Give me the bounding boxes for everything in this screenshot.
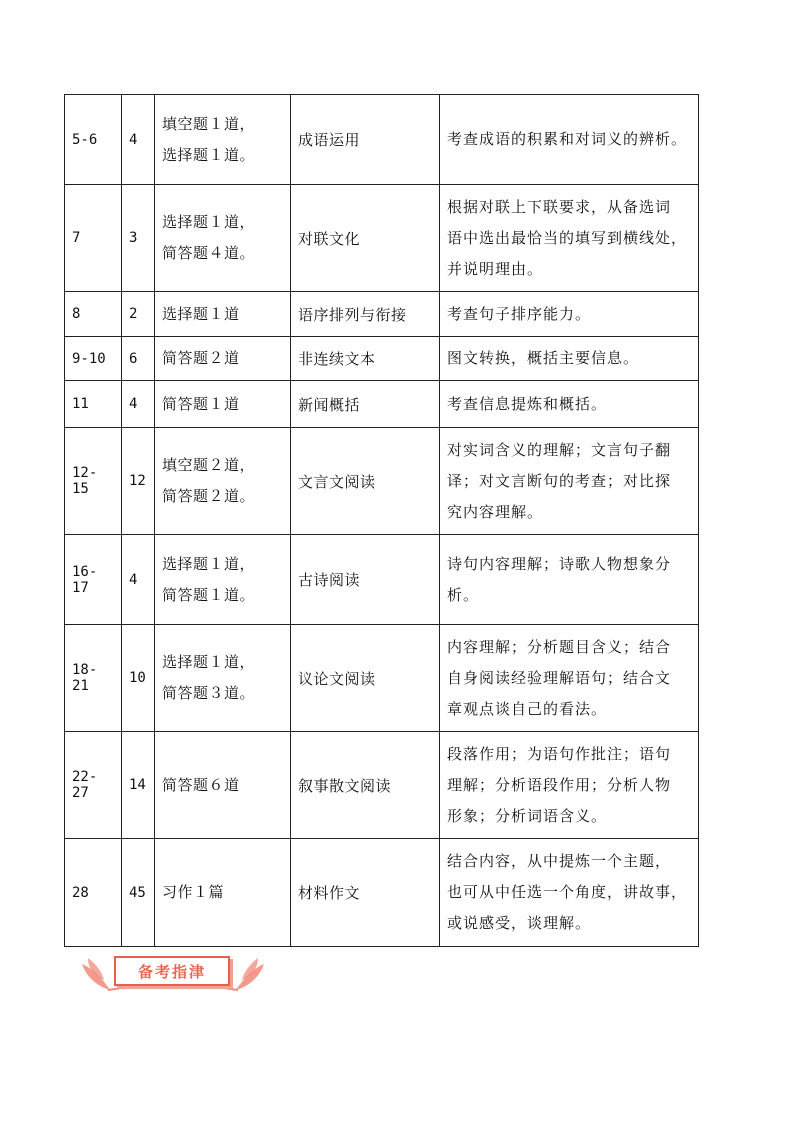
description-line: 形象；分析词语含义。 <box>447 806 608 825</box>
description-line: 考查成语的积累和对词义的辨析。 <box>447 130 688 148</box>
score-cell: 6 <box>122 337 155 381</box>
category-cell: 成语运用 <box>291 95 440 185</box>
table-row <box>65 185 699 292</box>
exam-structure-table <box>64 94 699 947</box>
section-banner <box>80 950 266 994</box>
description-cell <box>440 625 699 732</box>
question-type-line: 简答题１道。 <box>162 585 256 604</box>
table-row <box>65 428 699 535</box>
description-line: 译；对文言断句的考查；对比探 <box>447 471 672 490</box>
description-cell <box>440 535 699 625</box>
question-type-line: 习作１篇 <box>162 883 225 901</box>
table-body <box>65 95 699 947</box>
question-type-cell <box>155 337 291 381</box>
question-type-cell <box>155 839 291 947</box>
question-number-cell: 12-15 <box>65 428 122 535</box>
question-type-line: 选择题１道， <box>162 213 256 231</box>
category-cell: 语序排列与衔接 <box>291 292 440 337</box>
description-line: 语中选出最恰当的填写到横线处， <box>447 228 688 247</box>
description-line: 或说感受，谈理解。 <box>447 914 592 932</box>
description-cell <box>440 337 699 381</box>
question-type-line: 选择题１道， <box>162 653 256 671</box>
description-line: 析。 <box>447 585 480 604</box>
question-number-cell: 11 <box>65 381 122 428</box>
table-row <box>65 337 699 381</box>
question-type-line: 选择题１道。 <box>162 145 256 164</box>
question-number-cell: 8 <box>65 292 122 337</box>
question-type-cell <box>155 95 291 185</box>
category-cell: 叙事散文阅读 <box>291 732 440 839</box>
question-type-line: 简答题３道。 <box>162 684 256 702</box>
category-cell: 新闻概括 <box>291 381 440 428</box>
question-type-cell <box>155 381 291 428</box>
description-line: 内容理解；分析题目含义；结合 <box>447 637 672 656</box>
question-type-cell <box>155 625 291 732</box>
question-type-line: 选择题１道 <box>162 304 240 323</box>
question-type-line: 填空题１道， <box>162 114 256 133</box>
table-row <box>65 95 699 185</box>
score-cell: 3 <box>122 185 155 292</box>
score-cell: 12 <box>122 428 155 535</box>
score-cell: 10 <box>122 625 155 732</box>
table-row <box>65 535 699 625</box>
banner-label: 备考指津 <box>137 962 206 981</box>
question-type-line: 简答题１道 <box>162 394 240 413</box>
table-row <box>65 381 699 428</box>
question-type-cell <box>155 185 291 292</box>
category-cell: 非连续文本 <box>291 337 440 381</box>
question-number-cell: 16-17 <box>65 535 122 625</box>
description-line: 自身阅读经验理解语句；结合文 <box>447 668 672 687</box>
score-cell: 4 <box>122 535 155 625</box>
table-row <box>65 839 699 947</box>
question-type-cell <box>155 732 291 839</box>
question-number-cell: 18-21 <box>65 625 122 732</box>
score-cell: 4 <box>122 95 155 185</box>
question-number-cell: 22-27 <box>65 732 122 839</box>
question-type-line: 简答题６道 <box>162 775 240 794</box>
question-type-cell <box>155 428 291 535</box>
table-row <box>65 292 699 337</box>
description-cell <box>440 839 699 947</box>
score-cell: 14 <box>122 732 155 839</box>
description-cell <box>440 381 699 428</box>
description-cell <box>440 185 699 292</box>
table-row <box>65 732 699 839</box>
description-line: 图文转换，概括主要信息。 <box>447 349 640 367</box>
score-cell: 2 <box>122 292 155 337</box>
score-cell: 45 <box>122 839 155 947</box>
category-cell: 议论文阅读 <box>291 625 440 732</box>
question-type-cell <box>155 292 291 337</box>
question-type-line: 简答题２道。 <box>162 487 256 505</box>
description-line: 究内容理解。 <box>447 502 544 521</box>
question-number-cell: 5-6 <box>65 95 122 185</box>
score-cell: 4 <box>122 381 155 428</box>
table-row <box>65 625 699 732</box>
question-number-cell: 7 <box>65 185 122 292</box>
question-number-cell: 9-10 <box>65 337 122 381</box>
description-line: 并说明理由。 <box>447 259 544 278</box>
description-cell <box>440 95 699 185</box>
question-type-cell <box>155 535 291 625</box>
description-cell <box>440 428 699 535</box>
question-number-cell: 28 <box>65 839 122 947</box>
category-cell: 对联文化 <box>291 185 440 292</box>
description-cell <box>440 732 699 839</box>
description-line: 考查句子排序能力。 <box>447 304 592 323</box>
banner-label-box <box>114 956 230 986</box>
description-line: 根据对联上下联要求，从备选词 <box>447 197 672 216</box>
question-type-line: 选择题１道， <box>162 554 256 573</box>
description-line: 结合内容，从中提炼一个主题， <box>447 852 672 870</box>
question-type-line: 填空题２道， <box>162 456 256 474</box>
question-type-line: 简答题４道。 <box>162 244 256 262</box>
description-cell <box>440 292 699 337</box>
question-type-line: 简答题２道 <box>162 349 240 367</box>
description-line: 对实词含义的理解；文言句子翻 <box>447 440 672 459</box>
category-cell: 材料作文 <box>291 839 440 947</box>
description-line: 章观点谈自己的看法。 <box>447 699 608 718</box>
description-line: 理解；分析语段作用；分析人物 <box>447 775 672 794</box>
category-cell: 文言文阅读 <box>291 428 440 535</box>
category-cell: 古诗阅读 <box>291 535 440 625</box>
description-line: 考查信息提炼和概括。 <box>447 394 608 413</box>
description-line: 诗句内容理解；诗歌人物想象分 <box>447 554 672 573</box>
description-line: 也可从中任选一个角度，讲故事， <box>447 883 688 901</box>
description-line: 段落作用；为语句作批注；语句 <box>447 744 672 763</box>
